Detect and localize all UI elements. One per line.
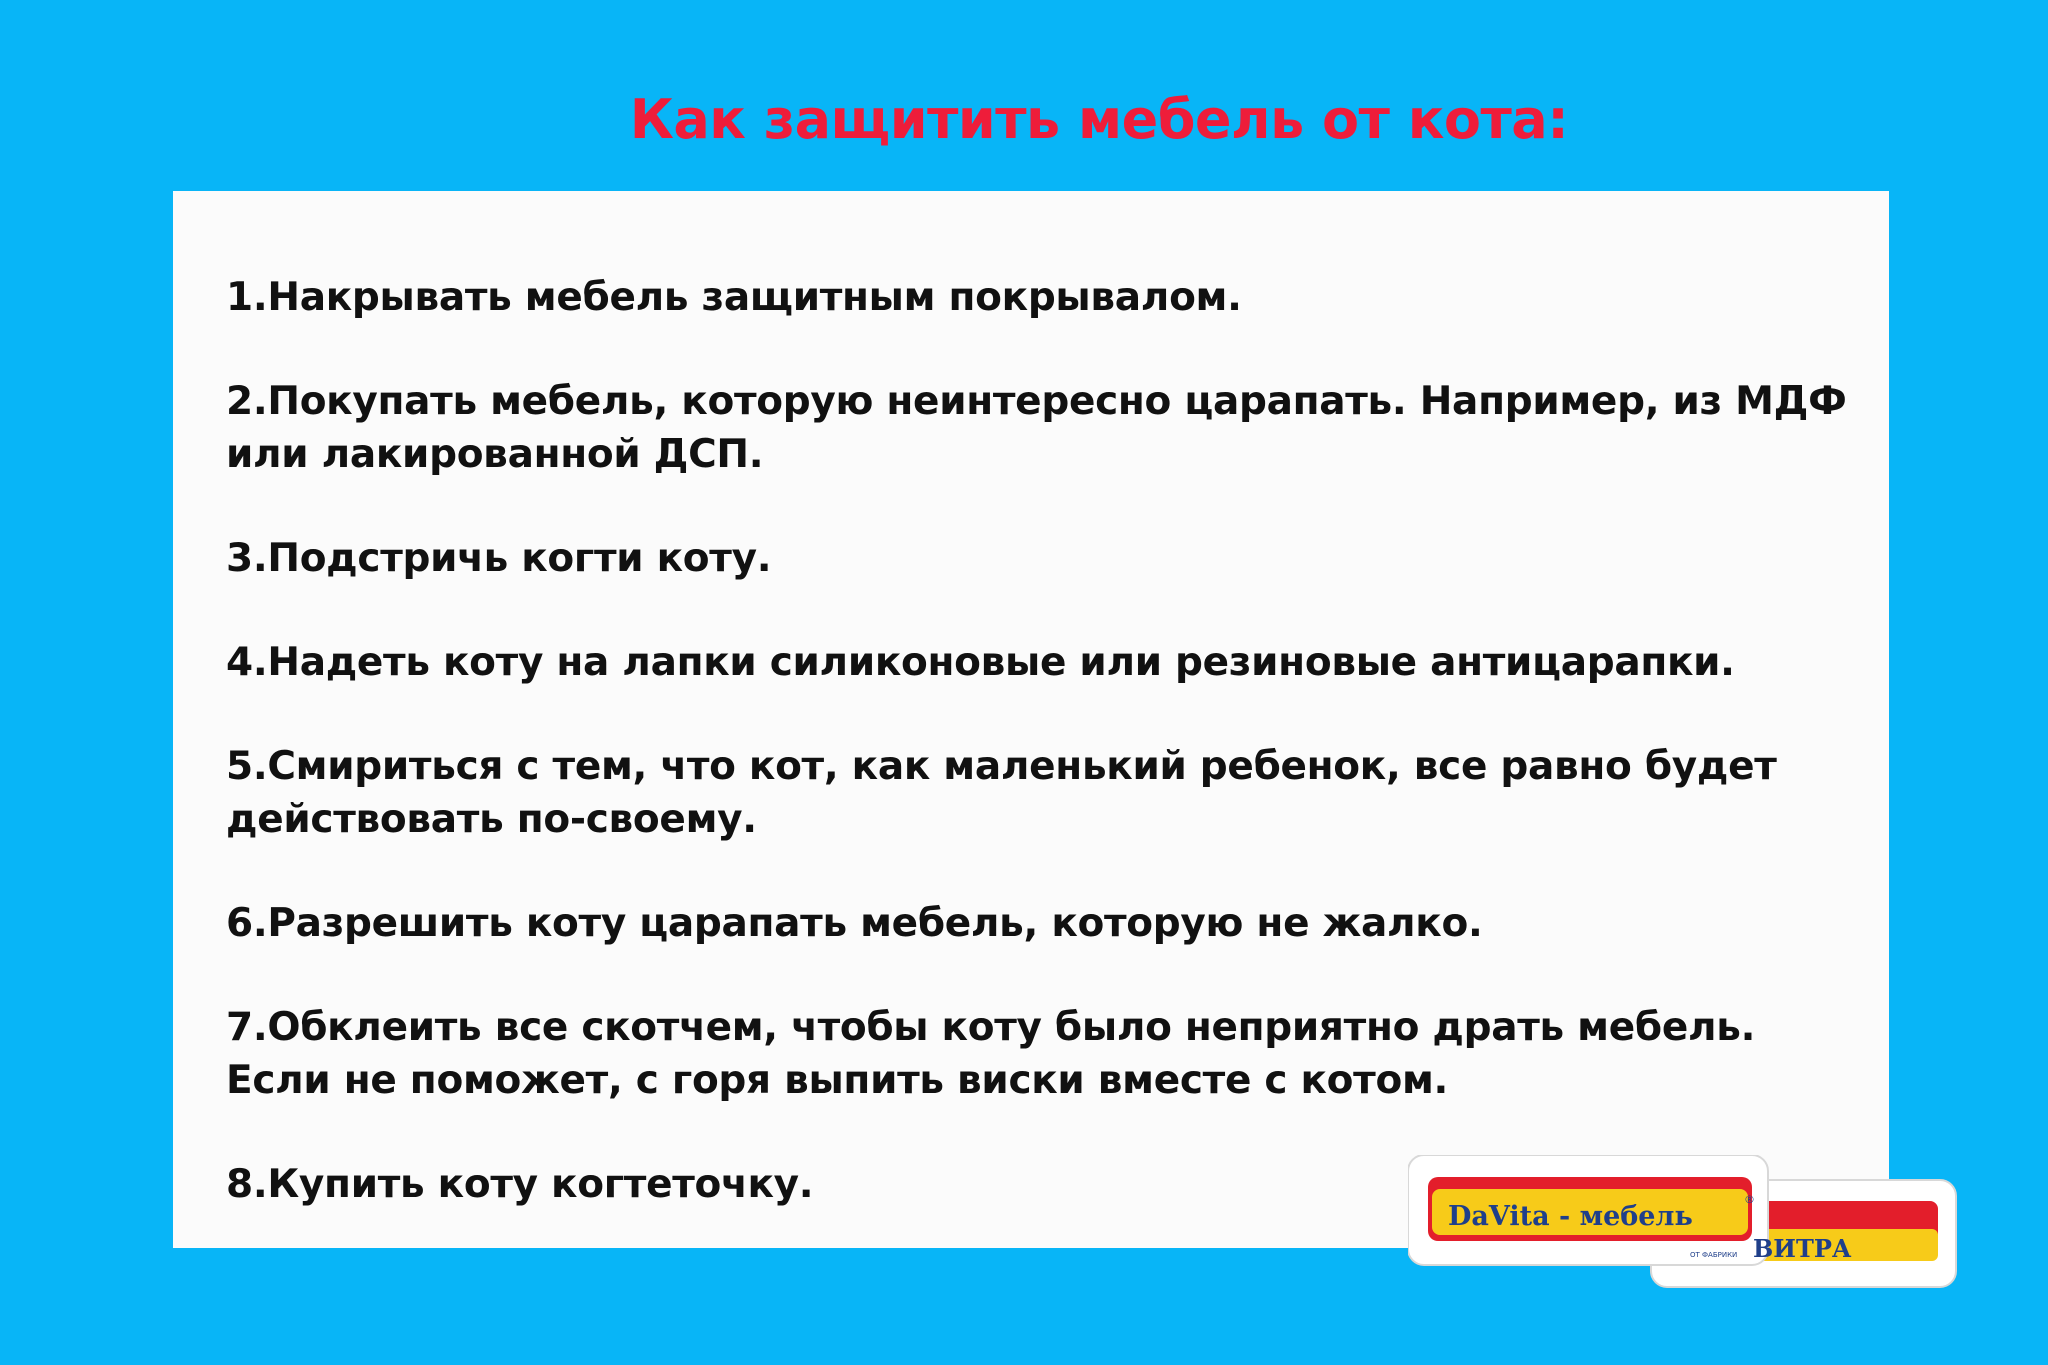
tips-list bbox=[226, 271, 1866, 1262]
davita-vitra-logo bbox=[1408, 1155, 1964, 1292]
list-item: 5.Смириться с тем, что кот, как маленький ребенок, все равно будет действовать по-своему. bbox=[226, 744, 1777, 842]
list-item: 2.Покупать мебель, которую неинтересно царапать. Например, из МДФ или лакированной ДСП. bbox=[226, 379, 1847, 477]
logo-registered-mark: ® bbox=[1744, 1193, 1755, 1206]
logo-brand-vitra: ВИТРА bbox=[1753, 1234, 1852, 1263]
logo-prefix: ОТ ФАБРИКИ bbox=[1690, 1251, 1738, 1259]
list-item: 1.Накрывать мебель защитным покрывалом. bbox=[226, 275, 1242, 320]
logo-brand-davita: DaVita - мебель bbox=[1448, 1201, 1693, 1232]
page-title: Как защитить мебель от кота: bbox=[629, 88, 1569, 151]
list-item: 3.Подстричь когти коту. bbox=[226, 536, 772, 581]
list-item: 6.Разрешить коту царапать мебель, которую не жалко. bbox=[226, 901, 1483, 946]
list-item: 7.Обклеить все скотчем, чтобы коту было неприятно драть мебель. Если не поможет, с горя выпить виски вместе с котом. bbox=[226, 1005, 1756, 1103]
list-item: 4.Надеть коту на лапки силиконовые или резиновые антицарапки. bbox=[226, 640, 1735, 685]
content-card bbox=[173, 191, 1889, 1248]
list-item: 8.Купить коту когтеточку. bbox=[226, 1162, 814, 1207]
